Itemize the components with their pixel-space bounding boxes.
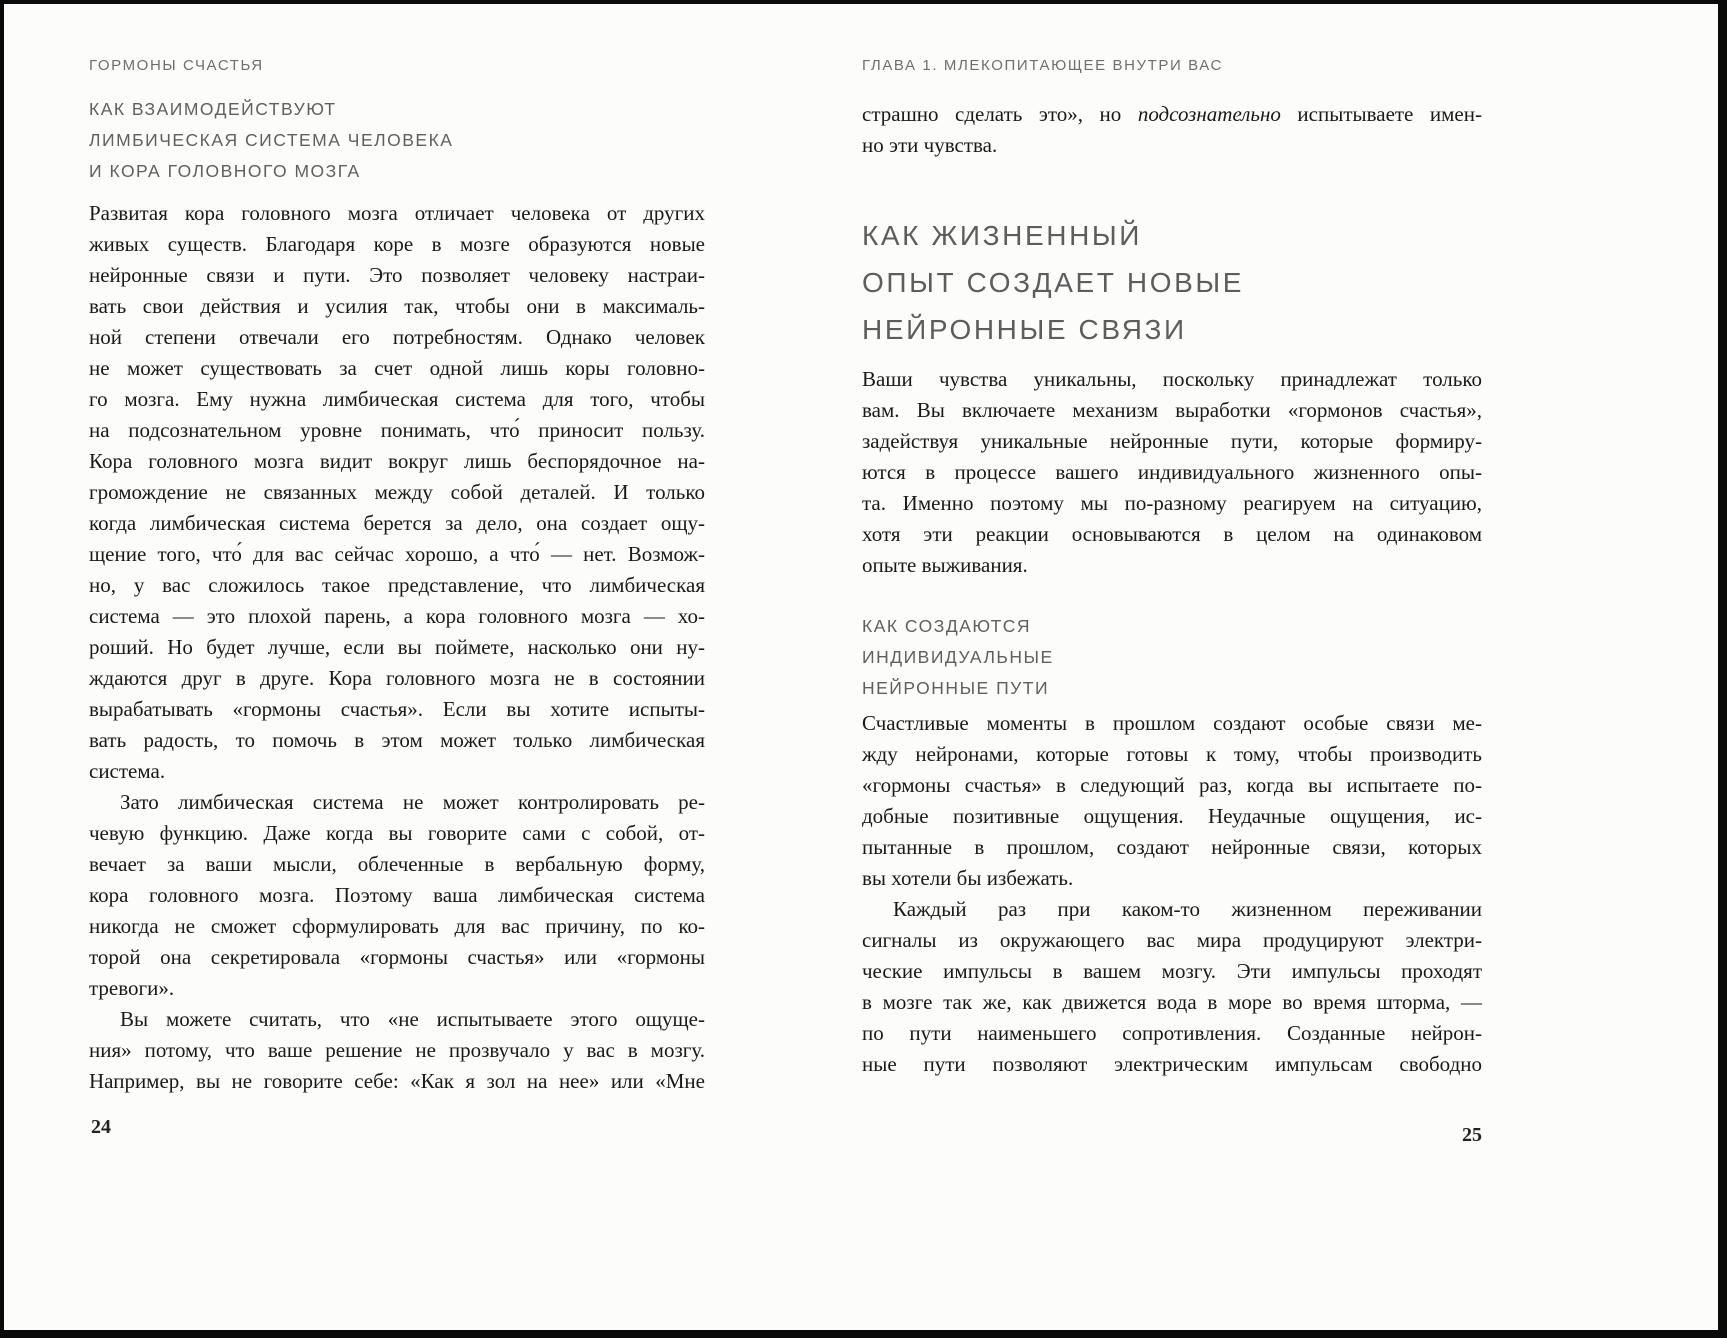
text-line: пытанные в прошлом, создают нейронные связи, которых xyxy=(862,835,1482,859)
text-line: ждаются друг в друге. Кора головного мозга не в состоянии xyxy=(89,666,705,690)
heading-line: КАК ЖИЗНЕННЫЙ xyxy=(862,220,1143,251)
text-line: вечает за ваши мысли, облеченные в вербальную форму, xyxy=(89,852,705,876)
paragraph xyxy=(862,99,1482,161)
continuation-text xyxy=(862,99,1482,161)
text-line: живых существ. Благодаря коре в мозге образуются новые xyxy=(89,232,705,256)
heading-line: НЕЙРОННЫЕ ПУТИ xyxy=(862,678,1050,698)
text-line: тревоги». xyxy=(89,976,175,1000)
running-head-right: ГЛАВА 1. МЛЕКОПИТАЮЩЕЕ ВНУТРИ ВАС xyxy=(862,57,1223,74)
text-line: хотя эти реакции основываются в целом на одинаковом xyxy=(862,522,1482,546)
text-line: та. Именно поэтому мы по-разному реагируем на ситуацию, xyxy=(862,491,1482,515)
right-page xyxy=(862,4,1482,1330)
right-body-text xyxy=(862,708,1482,1080)
text-line: система — это плохой парень, а кора головного мозга — хо- xyxy=(89,604,705,628)
text-line: вам. Вы включаете механизм выработки «гормонов счастья», xyxy=(862,398,1482,422)
chapter-heading xyxy=(862,212,1244,353)
text-line: добные позитивные ощущения. Неудачные ощущения, ис- xyxy=(862,804,1482,828)
text-line: на подсознательном уровне понимать, что́ приносит пользу. xyxy=(89,418,705,442)
text-line: но, у вас сложилось такое представление, что лимбическая xyxy=(89,573,705,597)
left-body-text xyxy=(89,198,705,1097)
running-head-left: ГОРМОНЫ СЧАСТЬЯ xyxy=(89,57,264,74)
text-line: вать радость, то помочь в этом может только лимбическая xyxy=(89,728,705,752)
text-line: ной степени отвечали его потребностям. Однако человек xyxy=(89,325,705,349)
text-line: Вы можете считать, что «не испытываете этого ощуще- xyxy=(120,1007,705,1031)
text-line: ные пути позволяют электрическим импульсам свободно xyxy=(862,1052,1482,1076)
heading-line: И КОРА ГОЛОВНОГО МОЗГА xyxy=(89,161,361,181)
heading-line: КАК ВЗАИМОДЕЙСТВУЮТ xyxy=(89,99,337,119)
text-line: Например, вы не говорите себе: «Как я зол на нее» или «Мне xyxy=(89,1069,705,1093)
text-line: вать свои действия и усилия так, чтобы они в максималь- xyxy=(89,294,705,318)
text-line: ческие импульсы в вашем мозгу. Эти импульсы проходят xyxy=(862,959,1482,983)
text-line: задействуя уникальные нейронные пути, которые формиру- xyxy=(862,429,1482,453)
page-number-right: 25 xyxy=(1462,1124,1482,1146)
paragraph xyxy=(89,1004,705,1097)
text-line: но эти чувства. xyxy=(862,133,998,157)
heading-line: ИНДИВИДУАЛЬНЫЕ xyxy=(862,647,1054,667)
text-line: никогда не сможет сформулировать для вас причину, по ко- xyxy=(89,914,705,938)
text-line: Ваши чувства уникальны, поскольку принадлежат только xyxy=(862,367,1482,391)
paragraph xyxy=(89,198,705,787)
text-line: нейронные связи и пути. Это позволяет человеку настраи- xyxy=(89,263,705,287)
heading-line: ЛИМБИЧЕСКАЯ СИСТЕМА ЧЕЛОВЕКА xyxy=(89,130,454,150)
text-line: сигналы из окружающего вас мира продуцируют электри- xyxy=(862,928,1482,952)
text-line: чевую функцию. Даже когда вы говорите сами с собой, от- xyxy=(89,821,705,845)
text-line: вы хотели бы избежать. xyxy=(862,866,1074,890)
text-line: жду нейронами, которые готовы к тому, чтобы производить xyxy=(862,742,1482,766)
text-line: торой она секретировала «гормоны счастья» или «гормоны xyxy=(89,945,705,969)
text-line: роший. Но будет лучше, если вы поймете, насколько они ну- xyxy=(89,635,705,659)
intro-text xyxy=(862,364,1482,581)
paragraph xyxy=(862,708,1482,894)
text-line: по пути наименьшего сопротивления. Созданные нейрон- xyxy=(862,1021,1482,1045)
book-spread xyxy=(4,4,1718,1330)
text-line: вырабатывать «гормоны счастья». Если вы хотите испыты- xyxy=(89,697,705,721)
text-line: го мозга. Ему нужна лимбическая система для того, чтобы xyxy=(89,387,705,411)
text-line: не может существовать за счет одной лишь коры головно- xyxy=(89,356,705,380)
text-line: кора головного мозга. Поэтому ваша лимбическая система xyxy=(89,883,705,907)
text-line: Зато лимбическая система не может контролировать ре- xyxy=(120,790,705,814)
section-heading xyxy=(89,94,453,187)
paragraph xyxy=(862,364,1482,581)
text-line: громождение не связанных между собой деталей. И только xyxy=(89,480,705,504)
text-line: Кора головного мозга видит вокруг лишь беспорядочное на- xyxy=(89,449,705,473)
text-line: Развитая кора головного мозга отличает человека от других xyxy=(89,201,705,225)
text-line: опыте выживания. xyxy=(862,553,1028,577)
text-line: в мозге так же, как движется вода в море во время шторма, — xyxy=(862,990,1482,1014)
text-line: ются в процессе вашего индивидуального жизненного опы- xyxy=(862,460,1482,484)
sub-heading xyxy=(862,611,1054,704)
paragraph xyxy=(862,894,1482,1080)
italic-text: подсознательно xyxy=(1137,102,1281,126)
text-line: «гормоны счастья» в следующий раз, когда вы испытаете по- xyxy=(862,773,1482,797)
text-line: Счастливые моменты в прошлом создают особые связи ме- xyxy=(862,711,1482,735)
text-line: ния» потому, что ваше решение не прозвучало у вас в мозгу. xyxy=(89,1038,705,1062)
heading-line: НЕЙРОННЫЕ СВЯЗИ xyxy=(862,314,1187,345)
heading-line: КАК СОЗДАЮТСЯ xyxy=(862,616,1032,636)
text-line: система. xyxy=(89,759,166,783)
text-line: Каждый раз при каком-то жизненном переживании xyxy=(893,897,1482,921)
page-number-left: 24 xyxy=(91,1116,111,1138)
text-line: когда лимбическая система берется за дело, она создает ощу- xyxy=(89,511,705,535)
left-page xyxy=(89,4,705,1330)
text-line: щение того, что́ для вас сейчас хорошо, а что́ — нет. Возмож- xyxy=(89,542,705,566)
text-line: страшно сделать это», но подсознательно испытываете имен- xyxy=(862,102,1482,126)
paragraph xyxy=(89,787,705,1004)
heading-line: ОПЫТ СОЗДАЕТ НОВЫЕ xyxy=(862,267,1245,298)
